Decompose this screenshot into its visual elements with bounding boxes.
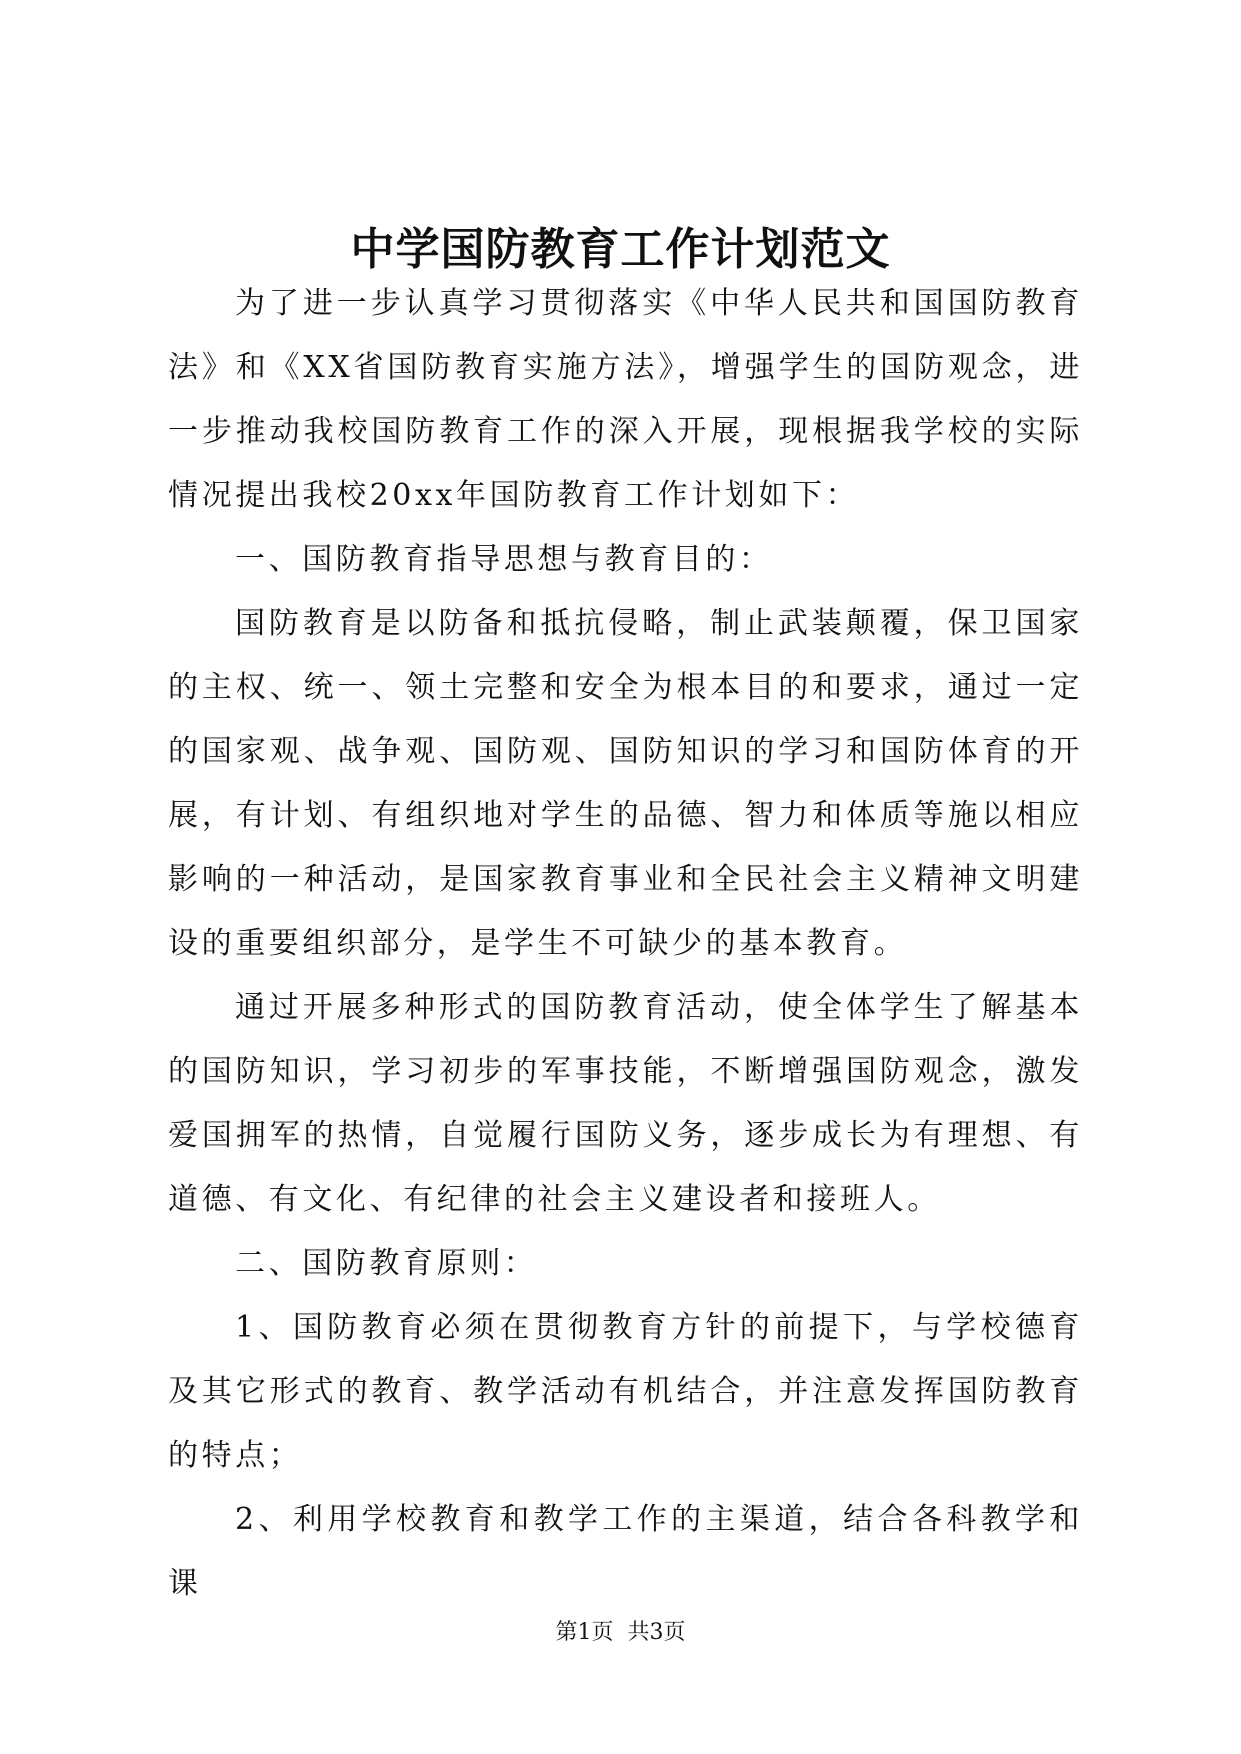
- page-number: 第1页: [555, 1620, 614, 1645]
- document-title: 中学国防教育工作计划范文: [350, 224, 891, 275]
- paragraph-definition: 国防教育是以防备和抵抗侵略，制止武装颠覆，保卫国家的主权、统一、领土完整和安全为根本目的和要求，通过一定的国家观、战争观、国防观、国防知识的学习和国防体育的开展，有计划、有组织地对学生的品德、智力和体质等施以相应影响的一种活动，是国家教育事业和全民社会主义精神文明建设的重要组织部分，是学生不可缺少的基本教育。: [168, 606, 1083, 961]
- paragraph-goals: 通过开展多种形式的国防教育活动，使全体学生了解基本的国防知识，学习初步的军事技能，不断增强国防观念，激发爱国拥军的热情，自觉履行国防义务，逐步成长为有理想、有道德、有文化、有纪律的社会主义建设者和接班人。: [168, 990, 1083, 1217]
- document-body: [168, 272, 1083, 1616]
- principle-item-1: 1、国防教育必须在贯彻教育方针的前提下，与学校德育及其它形式的教育、教学活动有机结合，并注意发挥国防教育的特点；: [168, 1310, 1083, 1473]
- page-footer: [0, 1618, 1241, 1648]
- page-total: 共3页: [627, 1620, 686, 1645]
- paragraph-intro: 为了进一步认真学习贯彻落实《中华人民共和国国防教育法》和《XX省国防教育实施方法》，增强学生的国防观念，进一步推动我校国防教育工作的深入开展，现根据我学校的实际情况提出我校20xx年国防教育工作计划如下：: [168, 286, 1083, 513]
- section-heading-2: 二、国防教育原则：: [235, 1246, 538, 1281]
- principle-item-2: 2、利用学校教育和教学工作的主渠道，结合各科教学和课: [168, 1502, 1083, 1601]
- section-heading-1: 一、国防教育指导思想与教育目的：: [235, 542, 773, 577]
